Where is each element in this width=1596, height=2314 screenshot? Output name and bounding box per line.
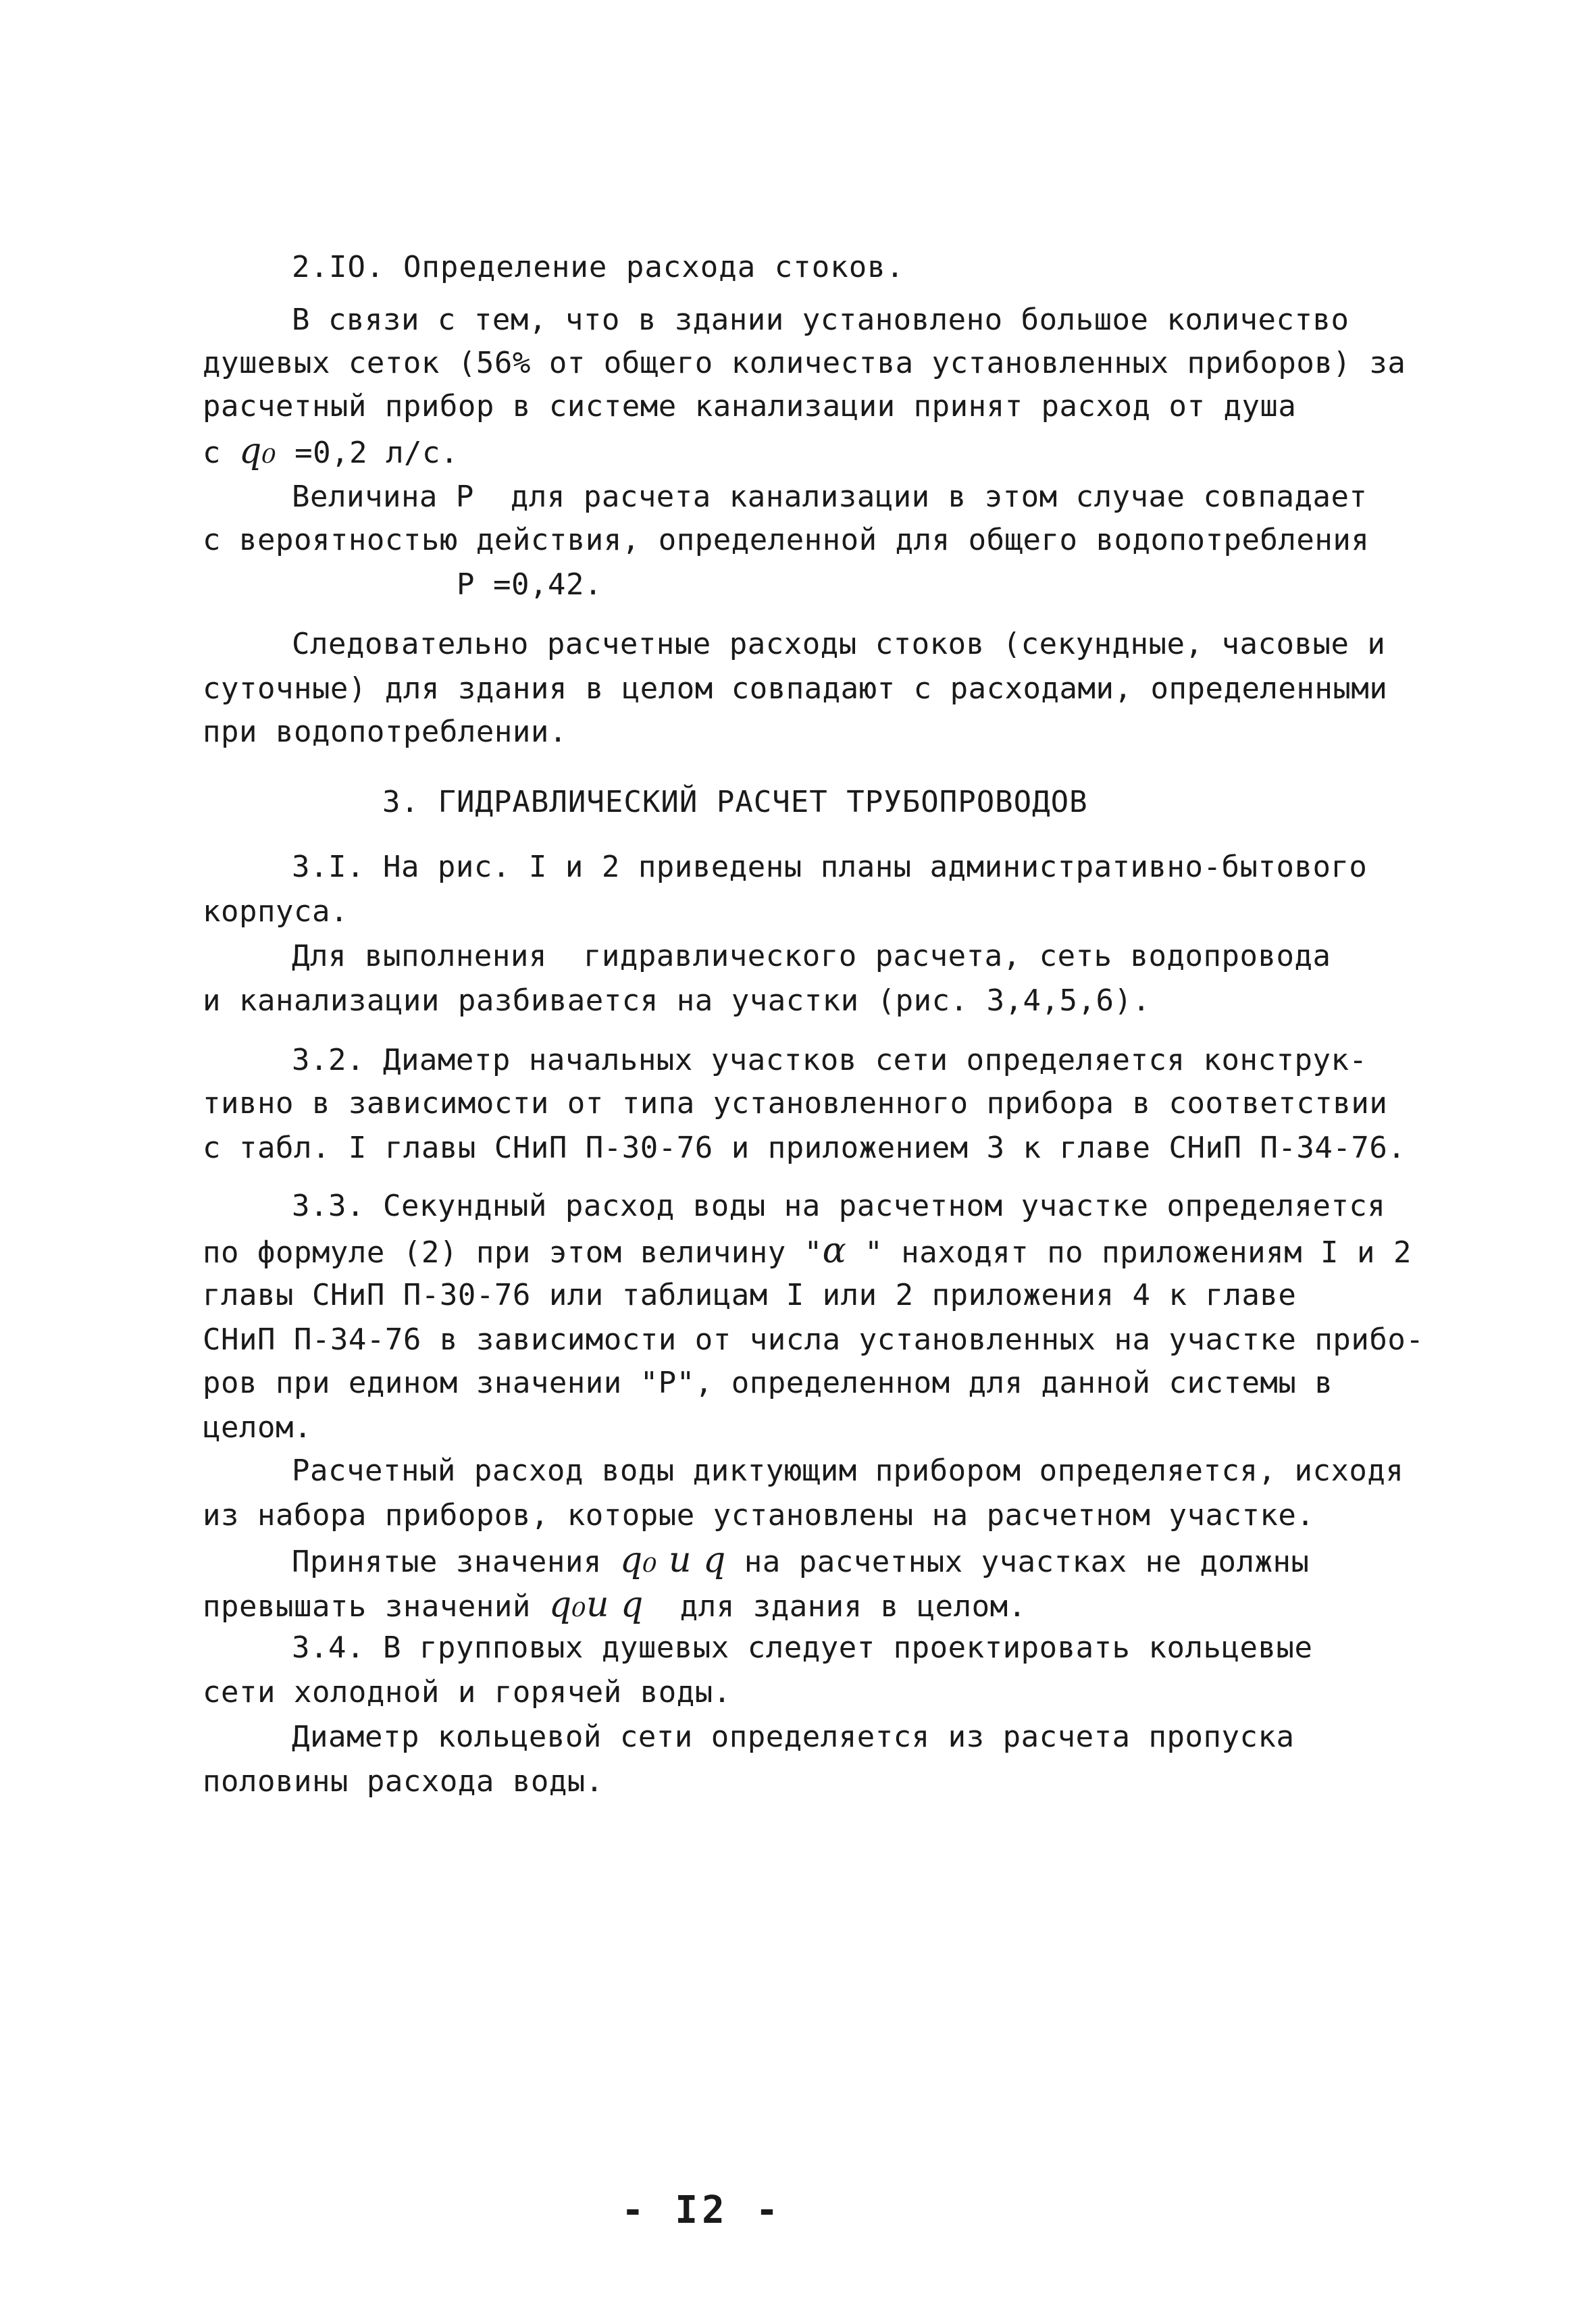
text-line: 3.I. На рис. I и 2 приведены планы административно-бытового xyxy=(292,850,1368,884)
text-line: сети холодной и горячей воды. xyxy=(203,1675,731,1709)
text-line: 3.3. Секундный расход воды на расчетном участке определяется xyxy=(292,1189,1386,1223)
handwritten-alpha-symbol: α xyxy=(822,1231,847,1271)
text-line: Для выполнения гидравлического расчета, сеть водопровода xyxy=(292,939,1331,973)
handwritten-q0-q-symbol: q₀и q xyxy=(548,1585,644,1625)
text-line: Следовательно расчетные расходы стоков (секундные, часовые и xyxy=(292,627,1386,661)
text-line: суточные) для здания в целом совпадают с расходами, определенными xyxy=(203,671,1388,706)
text-line: ров при едином значении "Р", определенном для данной системы в xyxy=(203,1366,1333,1400)
text-line: половины расхода воды. xyxy=(203,1764,604,1799)
text-line: 3.2. Диаметр начальных участков сети определяется конструк- xyxy=(292,1043,1368,1077)
text-line: с табл. I главы СНиП П-30-76 и приложением 3 к главе СНиП П-34-76. xyxy=(203,1131,1406,1165)
text-line: Величина Р для расчета канализации в этом случае совпадает xyxy=(292,480,1368,514)
text-line: В связи с тем, что в здании установлено большое количество xyxy=(292,303,1349,337)
text-line: расчетный прибор в системе канализации принят расход от душа xyxy=(203,389,1297,423)
text-line: 3.4. В групповых душевых следует проектировать кольцевые xyxy=(292,1630,1313,1665)
text-line: душевых сеток (56% от общего количества установленных приборов) за xyxy=(203,346,1406,380)
text-line: корпуса. xyxy=(203,894,349,929)
handwritten-q0-symbol: q₀ xyxy=(238,431,277,471)
text-line: с q₀ =0,2 л/с. xyxy=(203,431,459,471)
text-line: главы СНиП П-30-76 или таблицам I или 2 приложения 4 к главе xyxy=(203,1278,1297,1312)
text-line: по формуле (2) при этом величину "α " находят по приложениям I и 2 xyxy=(203,1231,1412,1271)
text-line: Принятые значения q₀ и q на расчетных участках не должны xyxy=(292,1540,1310,1580)
section-2-10-heading: 2.IO. Определение расхода стоков. xyxy=(292,250,905,284)
text-line: с вероятностью действия, определенной для общего водопотребления xyxy=(203,523,1370,557)
text-line: превышать значений q₀и q для здания в целом. xyxy=(203,1585,1027,1625)
text-line: Диаметр кольцевой сети определяется из расчета пропуска xyxy=(292,1720,1295,1754)
text-line: Расчетный расход воды диктующим прибором определяется, исходя xyxy=(292,1454,1404,1488)
text-line: целом. xyxy=(203,1410,312,1445)
formula-line: Р =0,42. xyxy=(457,567,602,602)
text-line: СНиП П-34-76 в зависимости от числа установленных на участке прибо- xyxy=(203,1322,1424,1357)
text-line: при водопотреблении. xyxy=(203,715,567,749)
section-3-heading: 3. ГИДРАВЛИЧЕСКИЙ РАСЧЕТ ТРУБОПРОВОДОВ xyxy=(382,785,1088,819)
handwritten-q0-q-symbol: q₀ и q xyxy=(619,1540,726,1580)
text-line: тивно в зависимости от типа установленного прибора в соответствии xyxy=(203,1086,1388,1121)
text-line: из набора приборов, которые установлены на расчетном участке. xyxy=(203,1498,1315,1533)
text-line: и канализации разбивается на участки (рис. 3,4,5,6). xyxy=(203,983,1151,1018)
page-number: - I2 - xyxy=(621,2188,783,2232)
